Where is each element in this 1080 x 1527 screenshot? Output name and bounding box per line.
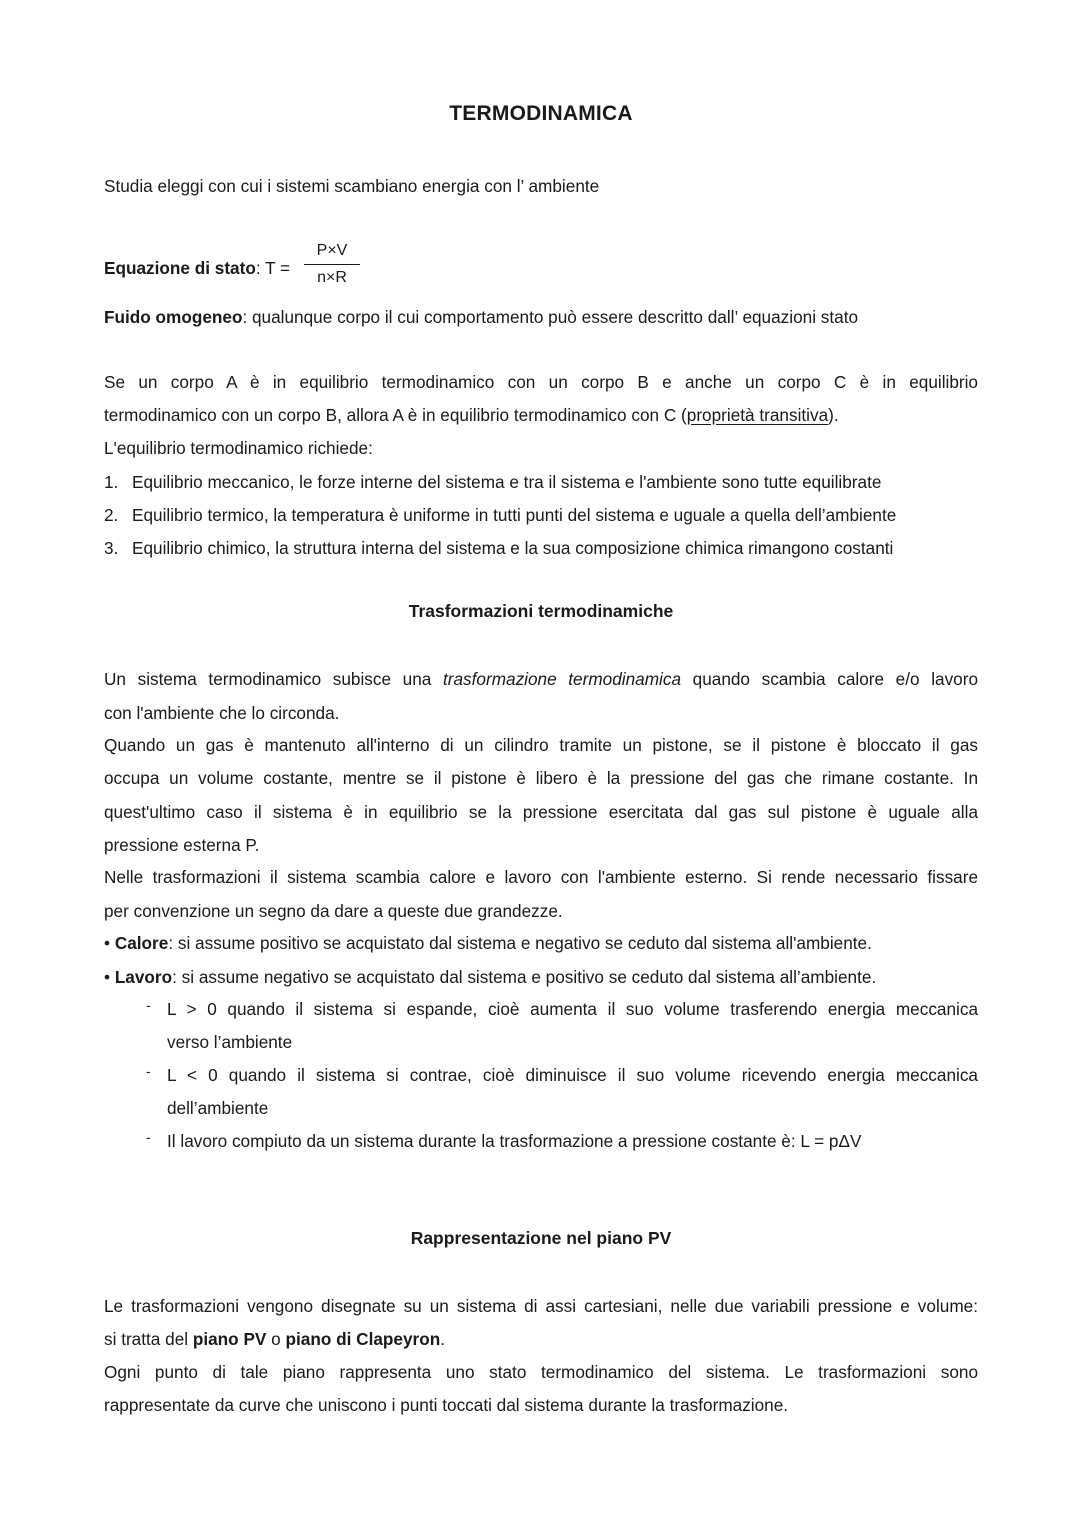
p1-text: Un sistema termodinamico subisce una — [104, 669, 443, 689]
section2-p2-line3: quest'ultimo caso il sistema è in equilibrio se la pressione esercitata dal gas sul pistone è uguale alla — [104, 802, 978, 822]
section2-p2-line2: occupa un volume costante, mentre se il pistone è libero è la pressione del gas che rimane costante. In — [104, 768, 978, 788]
section3-p2-line2: rappresentate da curve che uniscono i punti toccati dal sistema durante la trasformazione. — [104, 1395, 789, 1415]
fraction-denominator: n×R — [317, 269, 347, 286]
dash-icon: - — [146, 1129, 151, 1145]
equilibrium-item-2 — [104, 503, 896, 527]
transitive-line-1: Se un corpo A è in equilibrio termodinamico con un corpo B e anche un corpo C è in equilibrio — [104, 372, 978, 392]
section3-p2-line1: Ogni punto di tale piano rappresenta uno stato termodinamico del sistema. Le trasformazioni sono — [104, 1362, 978, 1382]
section2-p2-line4: pressione esterna P. — [104, 835, 260, 855]
bullet-label: Lavoro — [114, 967, 173, 987]
bullet-text: : si assume positivo se acquistato dal sistema e negativo se ceduto dal sistema all'ambiente. — [168, 933, 872, 953]
section-heading-trasformazioni: Trasformazioni termodinamiche — [408, 601, 674, 621]
section2-p3-line1: Nelle trasformazioni il sistema scambia calore e lavoro con l'ambiente esterno. Si rende necessario fissare — [104, 867, 978, 887]
transitive-property-link: proprietà transitiva — [686, 405, 829, 425]
sub-bullet-text: L > 0 quando il sistema si espande, cioè aumenta il suo volume trasferendo energia meccanica — [167, 999, 978, 1019]
transitive-text: termodinamico con un corpo B, allora A è in equilibrio termodinamico con C ( — [104, 405, 687, 425]
bullet-calore — [104, 931, 872, 955]
bullet-text: : si assume negativo se acquistato dal sistema e positivo se ceduto dal sistema all’ambiente. — [172, 967, 877, 987]
fluid-label: Fuido omogeneo — [104, 307, 243, 327]
item-number: 2. — [104, 505, 119, 525]
intro-text: Studia eleggi con cui i sistemi scambiano energia con l’ ambiente — [104, 176, 600, 196]
item-text: Equilibrio chimico, la struttura interna del sistema e la sua composizione chimica rimangono costanti — [132, 538, 894, 558]
fluid-definition — [104, 305, 858, 329]
fluid-text: : qualunque corpo il cui comportamento può essere descritto dall’ equazioni stato — [242, 307, 859, 327]
equation-fraction — [304, 240, 360, 289]
section2-p1-line2: con l'ambiente che lo circonda. — [104, 703, 340, 723]
section-heading-piano-pv: Rappresentazione nel piano PV — [410, 1228, 672, 1248]
section3-p1-line2 — [104, 1327, 445, 1351]
dash-icon: - — [146, 997, 151, 1013]
p1-end: . — [440, 1329, 445, 1349]
equilibrium-intro: L'equilibrio termodinamico richiede: — [104, 438, 373, 458]
equation-lhs: : T = — [255, 258, 291, 278]
section2-p3-line2: per convenzione un segno da dare a queste due grandezze. — [104, 901, 563, 921]
bullet-label: Calore — [114, 933, 169, 953]
equation-label: Equazione di stato — [104, 258, 256, 278]
p1-italic-term: trasformazione termodinamica — [442, 669, 682, 689]
sub-bullet-work — [146, 1125, 978, 1158]
sub-bullet-text: L < 0 quando il sistema si contrae, cioè diminuisce il suo volume ricevendo energia meccanica — [167, 1065, 978, 1085]
p1-text-end: quando scambia calore e/o lavoro — [681, 669, 979, 689]
p1-text: si tratta del — [104, 1329, 193, 1349]
item-number: 1. — [104, 472, 119, 492]
term-piano-pv: piano PV — [192, 1329, 267, 1349]
section3-p1-line1: Le trasformazioni vengono disegnate su un sistema di assi cartesiani, nelle due variabili pressione e volume: — [104, 1296, 978, 1316]
dash-icon: - — [146, 1063, 151, 1079]
equilibrium-item-3 — [104, 536, 893, 560]
sub-bullet-contraction — [146, 1059, 978, 1125]
item-number: 3. — [104, 538, 119, 558]
bullet-lavoro — [104, 965, 876, 989]
item-text: Equilibrio termico, la temperatura è uniforme in tutti punti del sistema e uguale a quella dell’ambiente — [132, 505, 897, 525]
sub-bullet-text-cont: dell’ambiente — [167, 1098, 269, 1118]
bullet-dot-icon: • — [104, 933, 111, 953]
term-clapeyron: piano di Clapeyron — [285, 1329, 441, 1349]
fraction-numerator: P×V — [316, 242, 348, 259]
sub-bullet-text-cont: verso l’ambiente — [167, 1032, 293, 1052]
equation-line — [104, 256, 290, 280]
page-title: TERMODINAMICA — [449, 102, 633, 125]
transitive-end: ). — [828, 405, 839, 425]
equilibrium-item-1 — [104, 470, 881, 494]
item-text: Equilibrio meccanico, le forze interne del sistema e tra il sistema e l'ambiente sono tutte equilibrate — [132, 472, 882, 492]
section2-p1-line1 — [104, 663, 978, 696]
transitive-line-2 — [104, 403, 839, 427]
section2-p2-line1: Quando un gas è mantenuto all'interno di un cilindro tramite un pistone, se il pistone è bloccato il gas — [104, 735, 978, 755]
fraction-bar — [304, 264, 360, 265]
bullet-dot-icon: • — [104, 967, 111, 987]
sub-bullet-text: Il lavoro compiuto da un sistema durante la trasformazione a pressione costante è: L = pΔV — [167, 1131, 862, 1151]
p1-or: o — [266, 1329, 286, 1349]
sub-bullet-expansion — [146, 993, 978, 1059]
